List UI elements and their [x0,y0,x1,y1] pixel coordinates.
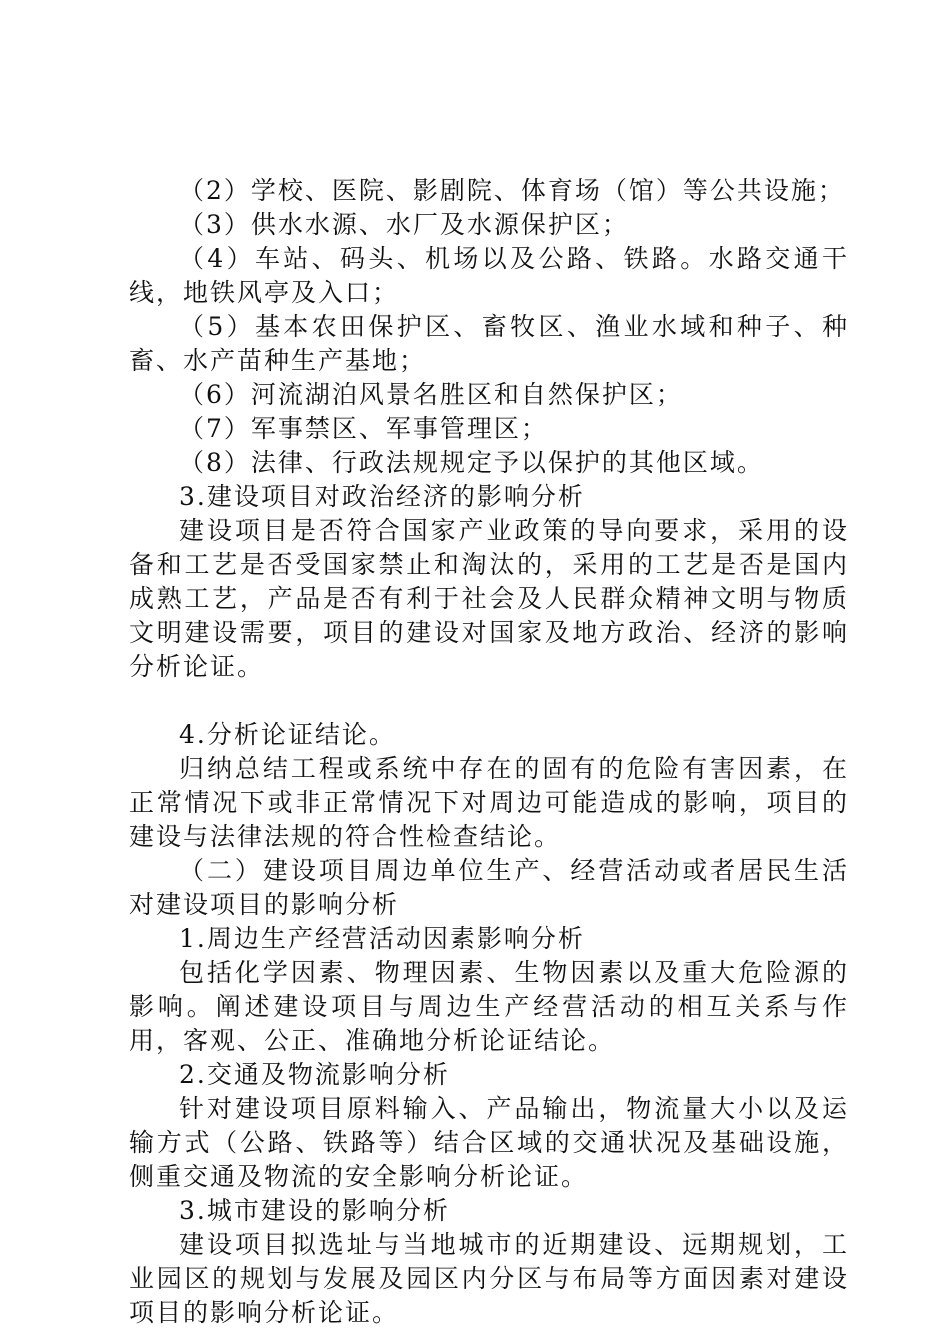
section-heading-surroundings-impact: （二）建设项目周边单位生产、经营活动或者居民生活对建设项目的影响分析 [129,856,849,919]
paragraph-political-economic: 建设项目是否符合国家产业政策的导向要求，采用的设备和工艺是否受国家禁止和淘汰的，采用的工艺是否是国内成熟工艺，产品是否有利于社会及人民群众精神文明与物质文明建设需要，项目的建设对国家及地方政治、经济的影响分析论证。 [129,516,849,681]
section-heading-conclusion: 4.分析论证结论。 [179,720,396,749]
paragraph-urban-construction: 建设项目拟选址与当地城市的近期建设、远期规划，工业园区的规划与发展及园区内分区与布局等方面因素对建设项目的影响分析论证。 [129,1230,849,1327]
paragraph-business-activity: 包括化学因素、物理因素、生物因素以及重大危险源的影响。阐述建设项目与周边生产经营活动的相互关系与作用，客观、公正、准确地分析论证结论。 [129,958,849,1055]
paragraph-traffic-logistics: 针对建设项目原料输入、产品输出，物流量大小以及运输方式（公路、铁路等）结合区域的交通状况及基础设施，侧重交通及物流的安全影响分析论证。 [129,1094,849,1191]
list-item-military: （7）军事禁区、军事管理区； [179,414,548,443]
document-body [129,174,849,1330]
list-item-farmland: （5）基本农田保护区、畜牧区、渔业水域和种子、种畜、水产苗种生产基地； [129,312,849,375]
section-heading-political-economic: 3.建设项目对政治经济的影响分析 [179,482,585,511]
list-item-other-protected: （8）法律、行政法规规定予以保护的其他区域。 [179,448,764,477]
section-heading-business-activity: 1.周边生产经营活动因素影响分析 [179,924,585,953]
paragraph-conclusion: 归纳总结工程或系统中存在的固有的危险有害因素，在正常情况下或非正常情况下对周边可能造成的影响，项目的建设与法律法规的符合性检查结论。 [129,754,849,851]
list-item-scenic-areas: （6）河流湖泊风景名胜区和自然保护区； [179,380,683,409]
list-item-public-facilities: （2）学校、医院、影剧院、体育场（馆）等公共设施； [179,176,845,205]
paragraph-gap [129,684,849,718]
section-heading-urban-construction: 3.城市建设的影响分析 [179,1196,450,1225]
list-item-transport: （4）车站、码头、机场以及公路、铁路。水路交通干线，地铁风亭及入口； [129,244,849,307]
section-heading-traffic-logistics: 2.交通及物流影响分析 [179,1060,450,1089]
list-item-water-sources: （3）供水水源、水厂及水源保护区； [179,210,629,239]
